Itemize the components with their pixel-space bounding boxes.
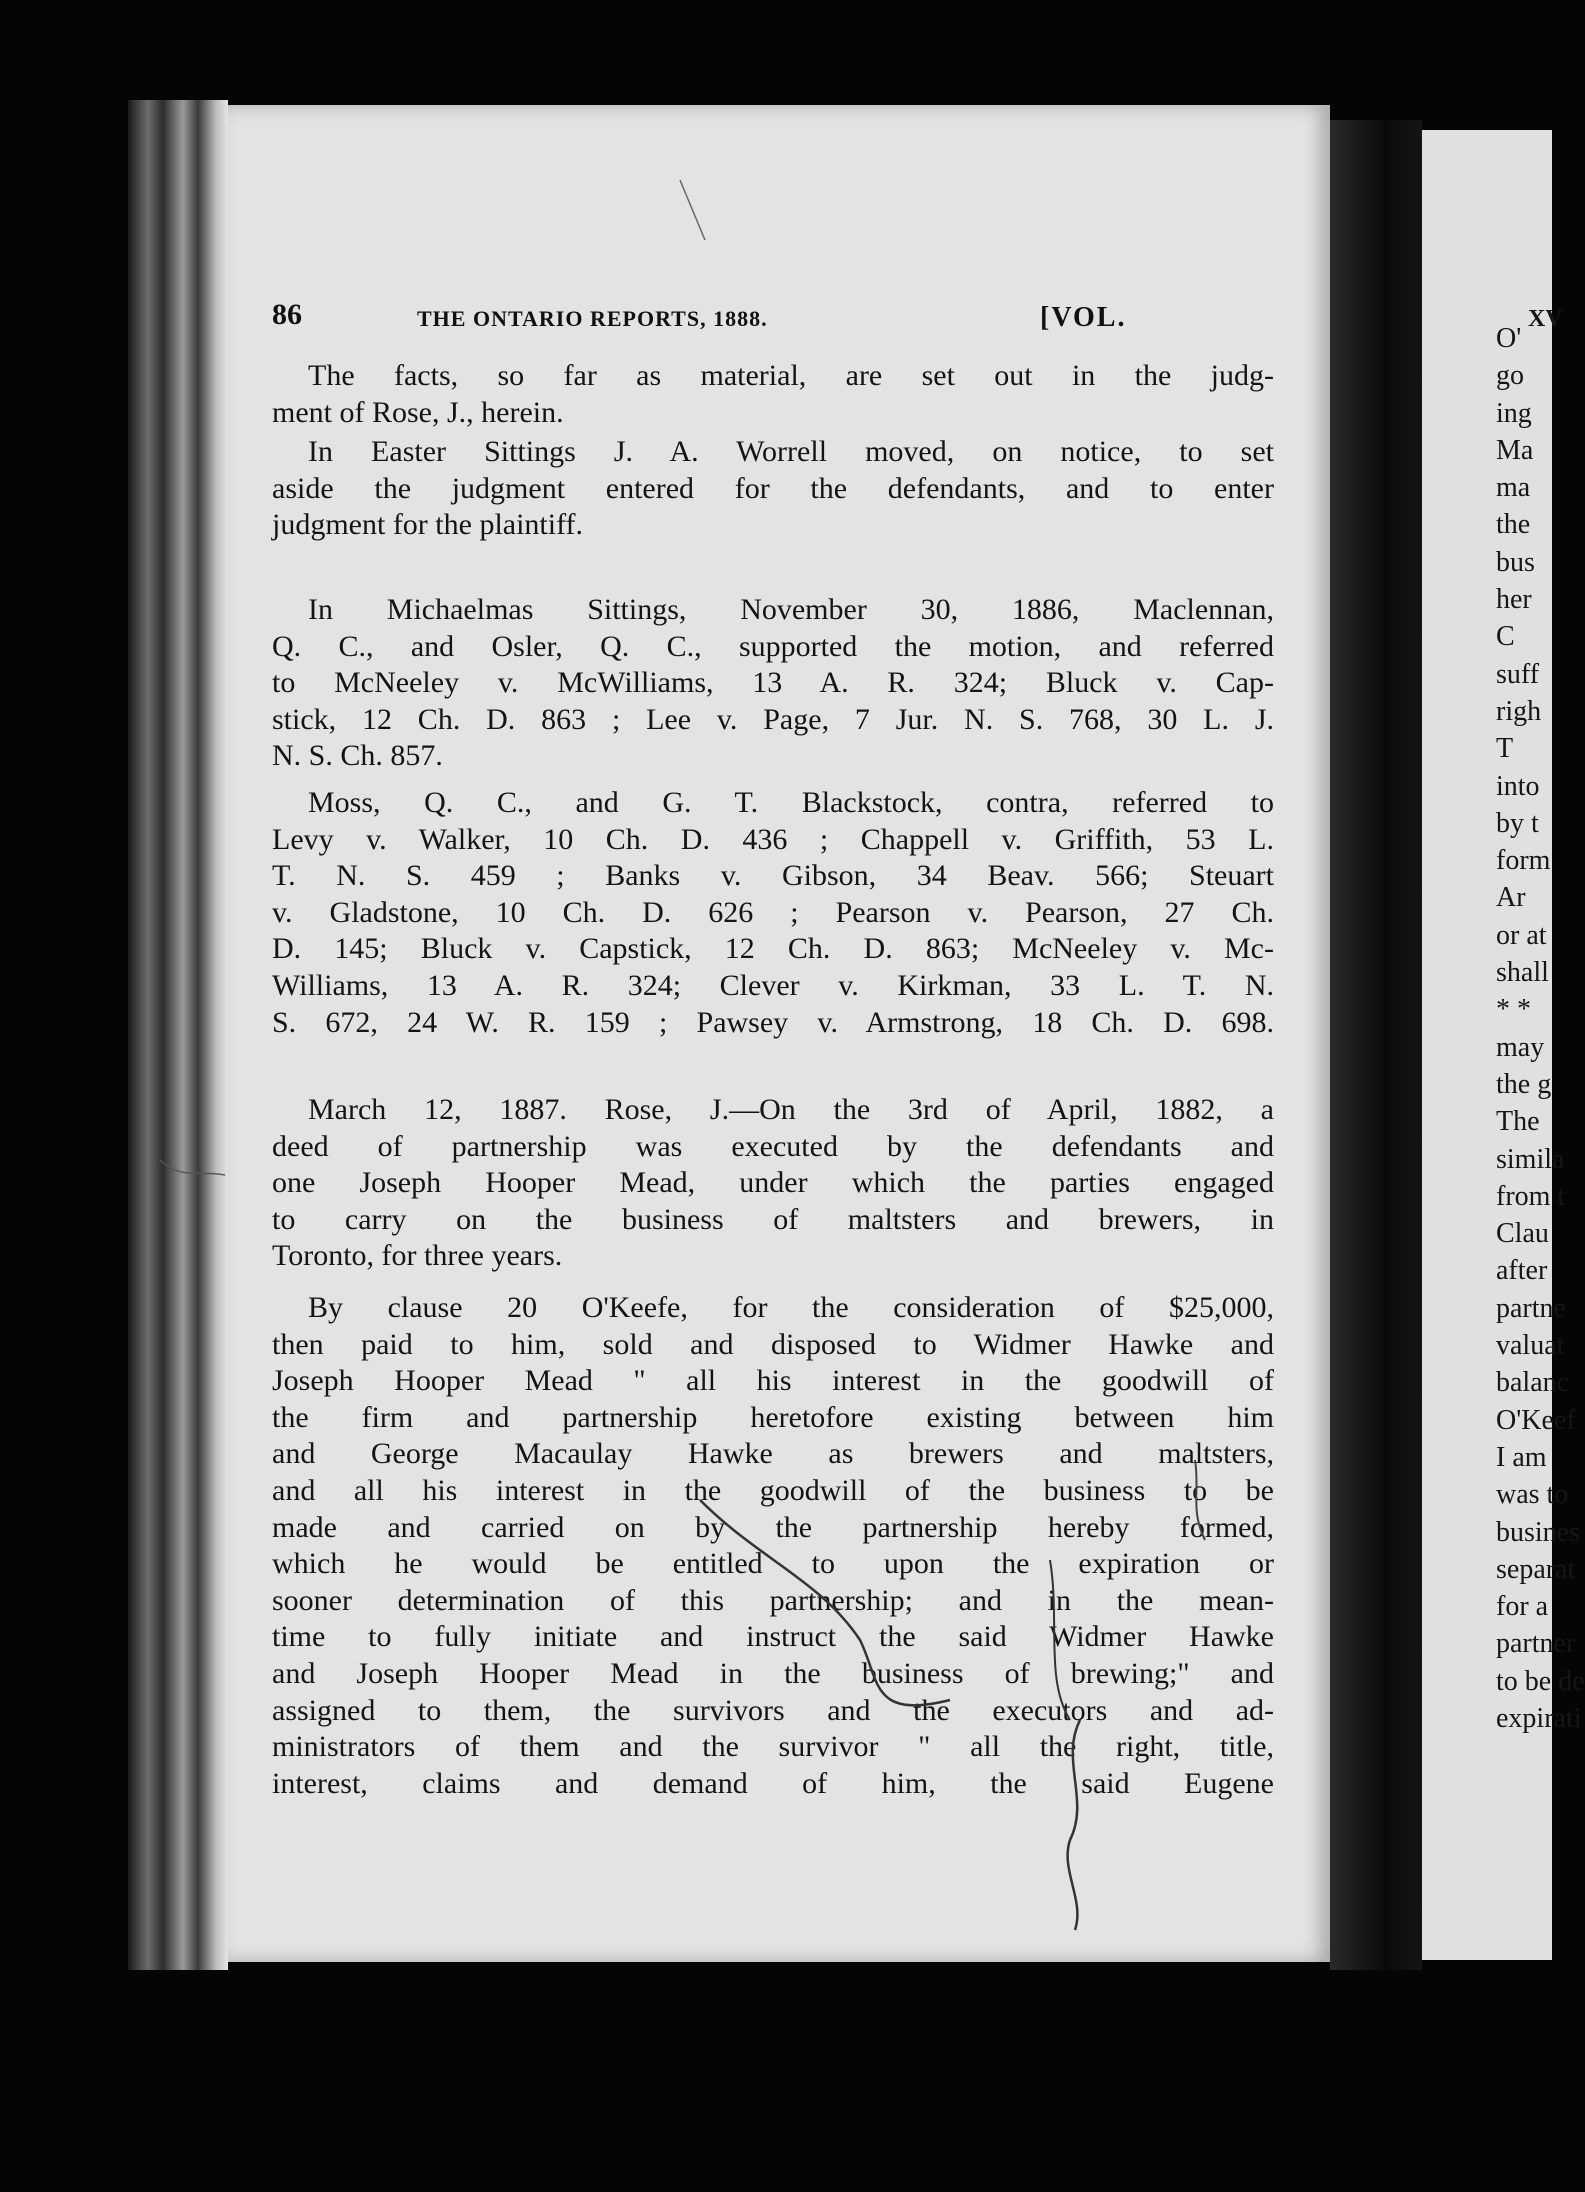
facing-page-line: to be de [1496, 1665, 1585, 1697]
facing-page-line: The [1496, 1106, 1540, 1138]
facing-page-line: partne [1496, 1292, 1566, 1324]
text-line: stick, 12 Ch. D. 863 ; Lee v. Page, 7 Jur. N. S. 768, 30 L. J. [272, 702, 1274, 736]
text-line: and Joseph Hooper Mead in the business of brewing;" and [272, 1656, 1274, 1690]
facing-page-line: into [1496, 770, 1540, 802]
facing-page-line: balanc [1496, 1367, 1570, 1399]
volume-label: [VOL. [1040, 302, 1127, 333]
text-line: one Joseph Hooper Mead, under which the parties engaged [272, 1166, 1274, 1200]
facing-page-line: O'Keef [1496, 1404, 1576, 1436]
text-line: time to fully initiate and instruct the said Widmer Hawke [272, 1620, 1274, 1654]
text-line: made and carried on by the partnership hereby formed, [272, 1510, 1274, 1544]
text-line: ment of Rose, J., herein. [272, 395, 564, 429]
text-line: judgment for the plaintiff. [272, 508, 584, 542]
text-line: In Michaelmas Sittings, November 30, 1886, Maclennan, [308, 593, 1274, 626]
facing-page-line: partner [1496, 1628, 1576, 1660]
text-line: to carry on the business of maltsters and brewers, in [272, 1202, 1274, 1236]
facing-page-line: suff [1496, 658, 1540, 690]
text-line: Moss, Q. C., and G. T. Blackstock, contra, referred to [308, 786, 1274, 819]
facing-page-line: separat [1496, 1553, 1576, 1585]
text-line: sooner determination of this partnership; and in the mean- [272, 1583, 1274, 1617]
facing-page-line: from t [1496, 1180, 1566, 1212]
text-line: the firm and partnership heretofore existing between him [272, 1400, 1274, 1434]
facing-page-line: valuat [1496, 1330, 1565, 1362]
facing-page-line: her [1496, 584, 1532, 616]
text-line: interest, claims and demand of him, the said Eugene [272, 1766, 1274, 1800]
facing-page-line: T [1496, 733, 1514, 765]
running-title: THE ONTARIO REPORTS, 1888. [417, 306, 768, 331]
facing-page-line: Clau [1496, 1218, 1549, 1250]
text-line: deed of partnership was executed by the defendants and [272, 1129, 1274, 1163]
text-line: March 12, 1887. Rose, J.—On the 3rd of April, 1882, a [308, 1093, 1274, 1126]
facing-page-line: O' [1496, 323, 1522, 354]
facing-page-line: expirati [1496, 1702, 1582, 1734]
facing-page-line: form [1496, 845, 1551, 877]
facing-page-line: the [1496, 509, 1531, 541]
text-line: then paid to him, sold and disposed to Widmer Hawke and [272, 1327, 1274, 1361]
facing-page-line: ma [1496, 472, 1531, 504]
text-line: ministrators of them and the survivor " all the right, title, [272, 1730, 1274, 1764]
facing-page-line: for a [1496, 1591, 1549, 1623]
text-line: aside the judgment entered for the defendants, and to enter [272, 471, 1274, 505]
text-line: and George Macaulay Hawke as brewers and maltsters, [272, 1437, 1274, 1471]
page-number: 86 [272, 298, 302, 331]
facing-page-header-fragment: XV [1528, 306, 1563, 332]
facing-page-line: righ [1496, 695, 1542, 727]
text-line: which he would be entitled to upon the expiration or [272, 1547, 1274, 1581]
text-line: T. N. S. 459 ; Banks v. Gibson, 34 Beav. 566; Steuart [272, 859, 1274, 893]
facing-page-line: go [1496, 360, 1524, 392]
facing-page-line: * * [1496, 994, 1531, 1026]
facing-page-line: ing [1496, 397, 1532, 429]
facing-page-line: by t [1496, 807, 1539, 839]
text-line: Williams, 13 A. R. 324; Clever v. Kirkman, 33 L. T. N. [272, 968, 1274, 1002]
text-line: v. Gladstone, 10 Ch. D. 626 ; Pearson v. Pearson, 27 Ch. [272, 895, 1274, 929]
text-line: N. S. Ch. 857. [272, 739, 443, 773]
facing-page-line: I am [1496, 1441, 1547, 1473]
text-line: D. 145; Bluck v. Capstick, 12 Ch. D. 863; McNeeley v. Mc- [272, 932, 1274, 966]
text-line: assigned to them, the survivors and the executors and ad- [272, 1693, 1274, 1727]
text-line: to McNeeley v. McWilliams, 13 A. R. 324; Bluck v. Cap- [272, 666, 1274, 700]
facing-page-line: busines [1496, 1516, 1580, 1548]
text-line: The facts, so far as material, are set out in the judg- [308, 359, 1274, 392]
facing-page-line: Ma [1496, 434, 1534, 466]
text-line: In Easter Sittings J. A. Worrell moved, on notice, to set [308, 435, 1274, 468]
facing-page-line: simila [1496, 1143, 1565, 1175]
text-line: and all his interest in the goodwill of the business to be [272, 1473, 1274, 1507]
facing-page-line: may [1496, 1031, 1545, 1063]
facing-page-line: C [1496, 621, 1515, 653]
facing-page-line: bus [1496, 546, 1535, 578]
text-line: S. 672, 24 W. R. 159 ; Pawsey v. Armstrong, 18 Ch. D. 698. [272, 1005, 1274, 1039]
facing-page-line: after [1496, 1255, 1548, 1287]
facing-page-line: or at [1496, 919, 1547, 951]
facing-page-line: was to [1496, 1479, 1569, 1511]
text-line: By clause 20 O'Keefe, for the consideration of $25,000, [308, 1291, 1274, 1324]
text-line: Levy v. Walker, 10 Ch. D. 436 ; Chappell v. Griffith, 53 L. [272, 822, 1274, 856]
facing-page-line: shall [1496, 957, 1549, 989]
facing-page-line: the g [1496, 1068, 1552, 1100]
facing-page-line: Ar [1496, 882, 1526, 914]
text-line: Toronto, for three years. [272, 1239, 563, 1273]
text-line: Joseph Hooper Mead " all his interest in the goodwill of [272, 1364, 1274, 1398]
text-line: Q. C., and Osler, Q. C., supported the motion, and referred [272, 629, 1274, 663]
